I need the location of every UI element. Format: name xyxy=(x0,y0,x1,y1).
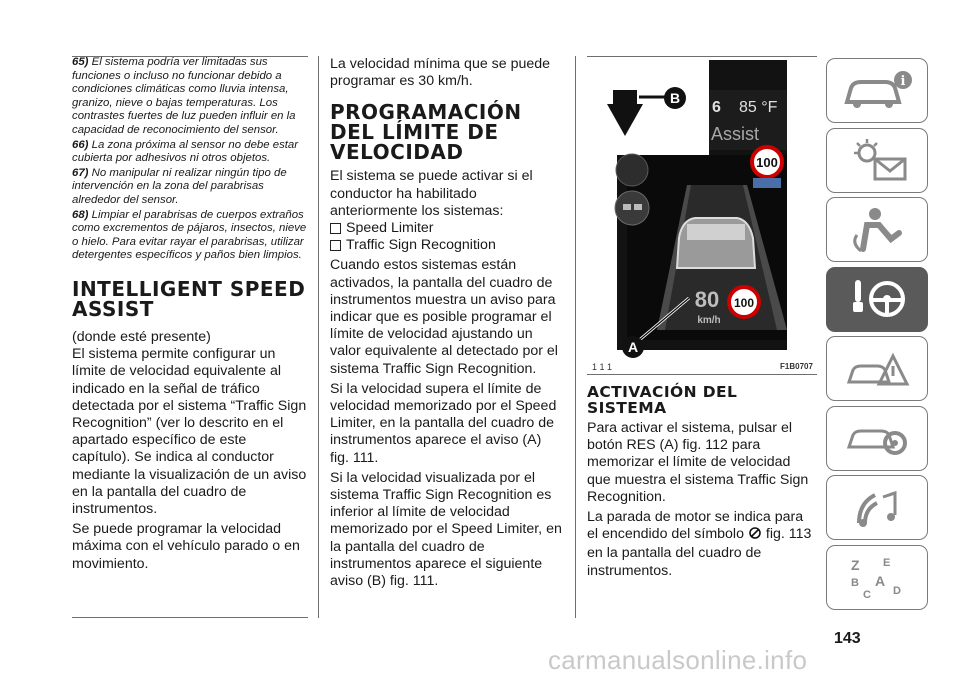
seat-airbag-icon xyxy=(837,205,917,255)
figure-bottom-rule xyxy=(587,374,817,375)
paragraph-lead: El sistema se puede activar si el conductor ha habilitado anteriormente los sistemas: xyxy=(330,168,533,219)
multimedia-icon xyxy=(837,483,917,533)
svg-text:100: 100 xyxy=(733,296,755,310)
section-heading-activacion: ACTIVACIÓN DEL SISTEMA xyxy=(587,383,738,417)
list-item-traffic-sign: Traffic Sign Recognition xyxy=(330,237,562,254)
paragraph: La parada de motor se indica para el encendido del símbolo fig. 113 en la pantalla del cuadro de instrumentos. xyxy=(587,509,812,579)
tab-warning-lights[interactable] xyxy=(826,128,928,193)
svg-text:A: A xyxy=(875,573,886,589)
svg-text:i: i xyxy=(900,73,906,89)
svg-text:6: 6 xyxy=(712,99,721,116)
tab-index[interactable] xyxy=(826,545,928,610)
svg-text:B: B xyxy=(851,577,859,589)
paragraph-min-speed: La velocidad mínima que se puede programar es 30 km/h. xyxy=(330,56,551,90)
instrument-cluster-illustration xyxy=(587,60,817,360)
tab-starting-driving[interactable] xyxy=(826,267,928,332)
tab-emergency[interactable] xyxy=(826,336,928,401)
section-heading-programacion: PROGRAMACIÓN DEL LÍMITE DE VELOCIDAD xyxy=(330,100,522,165)
section-heading-intelligent-speed-assist: INTELLIGENT SPEED ASSIST xyxy=(72,276,306,321)
tab-safety[interactable] xyxy=(826,197,928,262)
note-67: 67) No manipular ni realizar ningún tipo de intervención en la zona del parabrisas alrededor del sensor. xyxy=(72,166,287,206)
svg-text:D: D xyxy=(893,585,901,597)
column-divider-1 xyxy=(318,56,319,618)
svg-text:80: 80 xyxy=(694,287,720,312)
column-2 xyxy=(330,56,562,593)
vehicle-detect-icon xyxy=(615,191,649,225)
svg-text:km/h: km/h xyxy=(697,315,721,326)
section-body xyxy=(72,329,308,573)
paragraph: Se puede programar la velocidad máxima con el vehículo parado o en movimiento. xyxy=(72,521,300,572)
page-number: 143 xyxy=(834,630,861,647)
list-item-speed-limiter: Speed Limiter xyxy=(330,220,562,237)
column-divider-2 xyxy=(575,56,576,618)
figure-number: 1 1 1 xyxy=(592,362,613,372)
svg-text:B: B xyxy=(669,90,681,106)
bottom-rule xyxy=(72,617,308,618)
svg-text:E: E xyxy=(883,557,891,569)
paragraph: Si la velocidad supera el límite de velocidad memorizado por el Speed Limiter, en la pantalla del cuadro de instrumentos aparece el aviso (A) fig. 111. xyxy=(330,380,557,466)
top-rule-col3 xyxy=(587,56,817,57)
chapter-tabs xyxy=(826,58,928,614)
note-68: 68) Limpiar el parabrisas de cuerpos extraños como excrementos de pájaros, insectos, nieve o hielo. Para evitar rayar el parabrisas, utilizar detergentes específicos y paños bien limpios. xyxy=(72,208,307,262)
figure-111 xyxy=(587,60,817,360)
tab-maintenance[interactable] xyxy=(826,406,928,471)
paragraph: Cuando estos sistemas están activados, la pantalla del cuadro de instrumentos muestra un aviso para indicar que es posible programar el límite de velocidad ajustando un valor equivalente al detectado por el sistema Traffic Sign Recognition. xyxy=(330,257,558,377)
checkbox-icon xyxy=(330,223,341,234)
tab-multimedia[interactable] xyxy=(826,475,928,540)
svg-text:Z: Z xyxy=(851,557,860,573)
svg-text:85 °F: 85 °F xyxy=(739,99,778,116)
warning-lights-mail-icon xyxy=(837,135,917,185)
svg-text:Assist: Assist xyxy=(711,124,760,144)
car-info-icon xyxy=(837,66,917,116)
watermark: carmanualsonline.info xyxy=(548,645,808,675)
figure-code: F1B0707 xyxy=(780,362,813,371)
svg-text:A: A xyxy=(627,339,639,355)
svg-text:100: 100 xyxy=(756,155,778,170)
paragraph: Para activar el sistema, pulsar el botón RES (A) fig. 112 para memorizar el límite de velocidad que muestra el sistema Traffic Sign Recognition. xyxy=(587,420,809,505)
svg-text:C: C xyxy=(863,589,871,601)
key-steering-wheel-icon xyxy=(837,274,917,324)
alphabetical-index-icon xyxy=(837,552,917,602)
paragraph: Si la velocidad visualizada por el sistema Traffic Sign Recognition es inferior al límite de velocidad memorizado por el Speed Limiter, en la pantalla del cuadro de instrumentos aparece el siguiente aviso (B) fig. 111. xyxy=(330,469,562,590)
note-66: 66) La zona próxima al sensor no debe estar cubierta por adhesivos ni otros objetos. xyxy=(72,138,299,165)
checkbox-icon xyxy=(330,240,341,251)
paragraph: (donde esté presente) El sistema permite configurar un límite de velocidad equivalente al indicado en la señal de tráfico detectada por el sistema “Traffic Sign Recognition” (ver lo descrito en el apartado específico de este capítulo). Se indica al conductor mediante la visualización de un aviso en la pantalla del cuadro de instrumentos. xyxy=(72,328,307,517)
column-1 xyxy=(72,56,308,576)
column-3-text xyxy=(587,380,817,583)
tab-car-info[interactable] xyxy=(826,58,928,123)
breakdown-warning-icon xyxy=(837,344,917,394)
maintenance-wrench-icon xyxy=(837,413,917,463)
speed-limit-symbol-icon xyxy=(748,526,762,545)
note-65: 65) El sistema podría ver limitadas sus funciones o incluso no funcionar debido a condiciones climáticas como lluvia intensa, granizo, nieve o bajas temperaturas. Los contrastes fuertes de luz pueden influir en la capacidad de reconocimiento del sensor. xyxy=(72,56,296,136)
